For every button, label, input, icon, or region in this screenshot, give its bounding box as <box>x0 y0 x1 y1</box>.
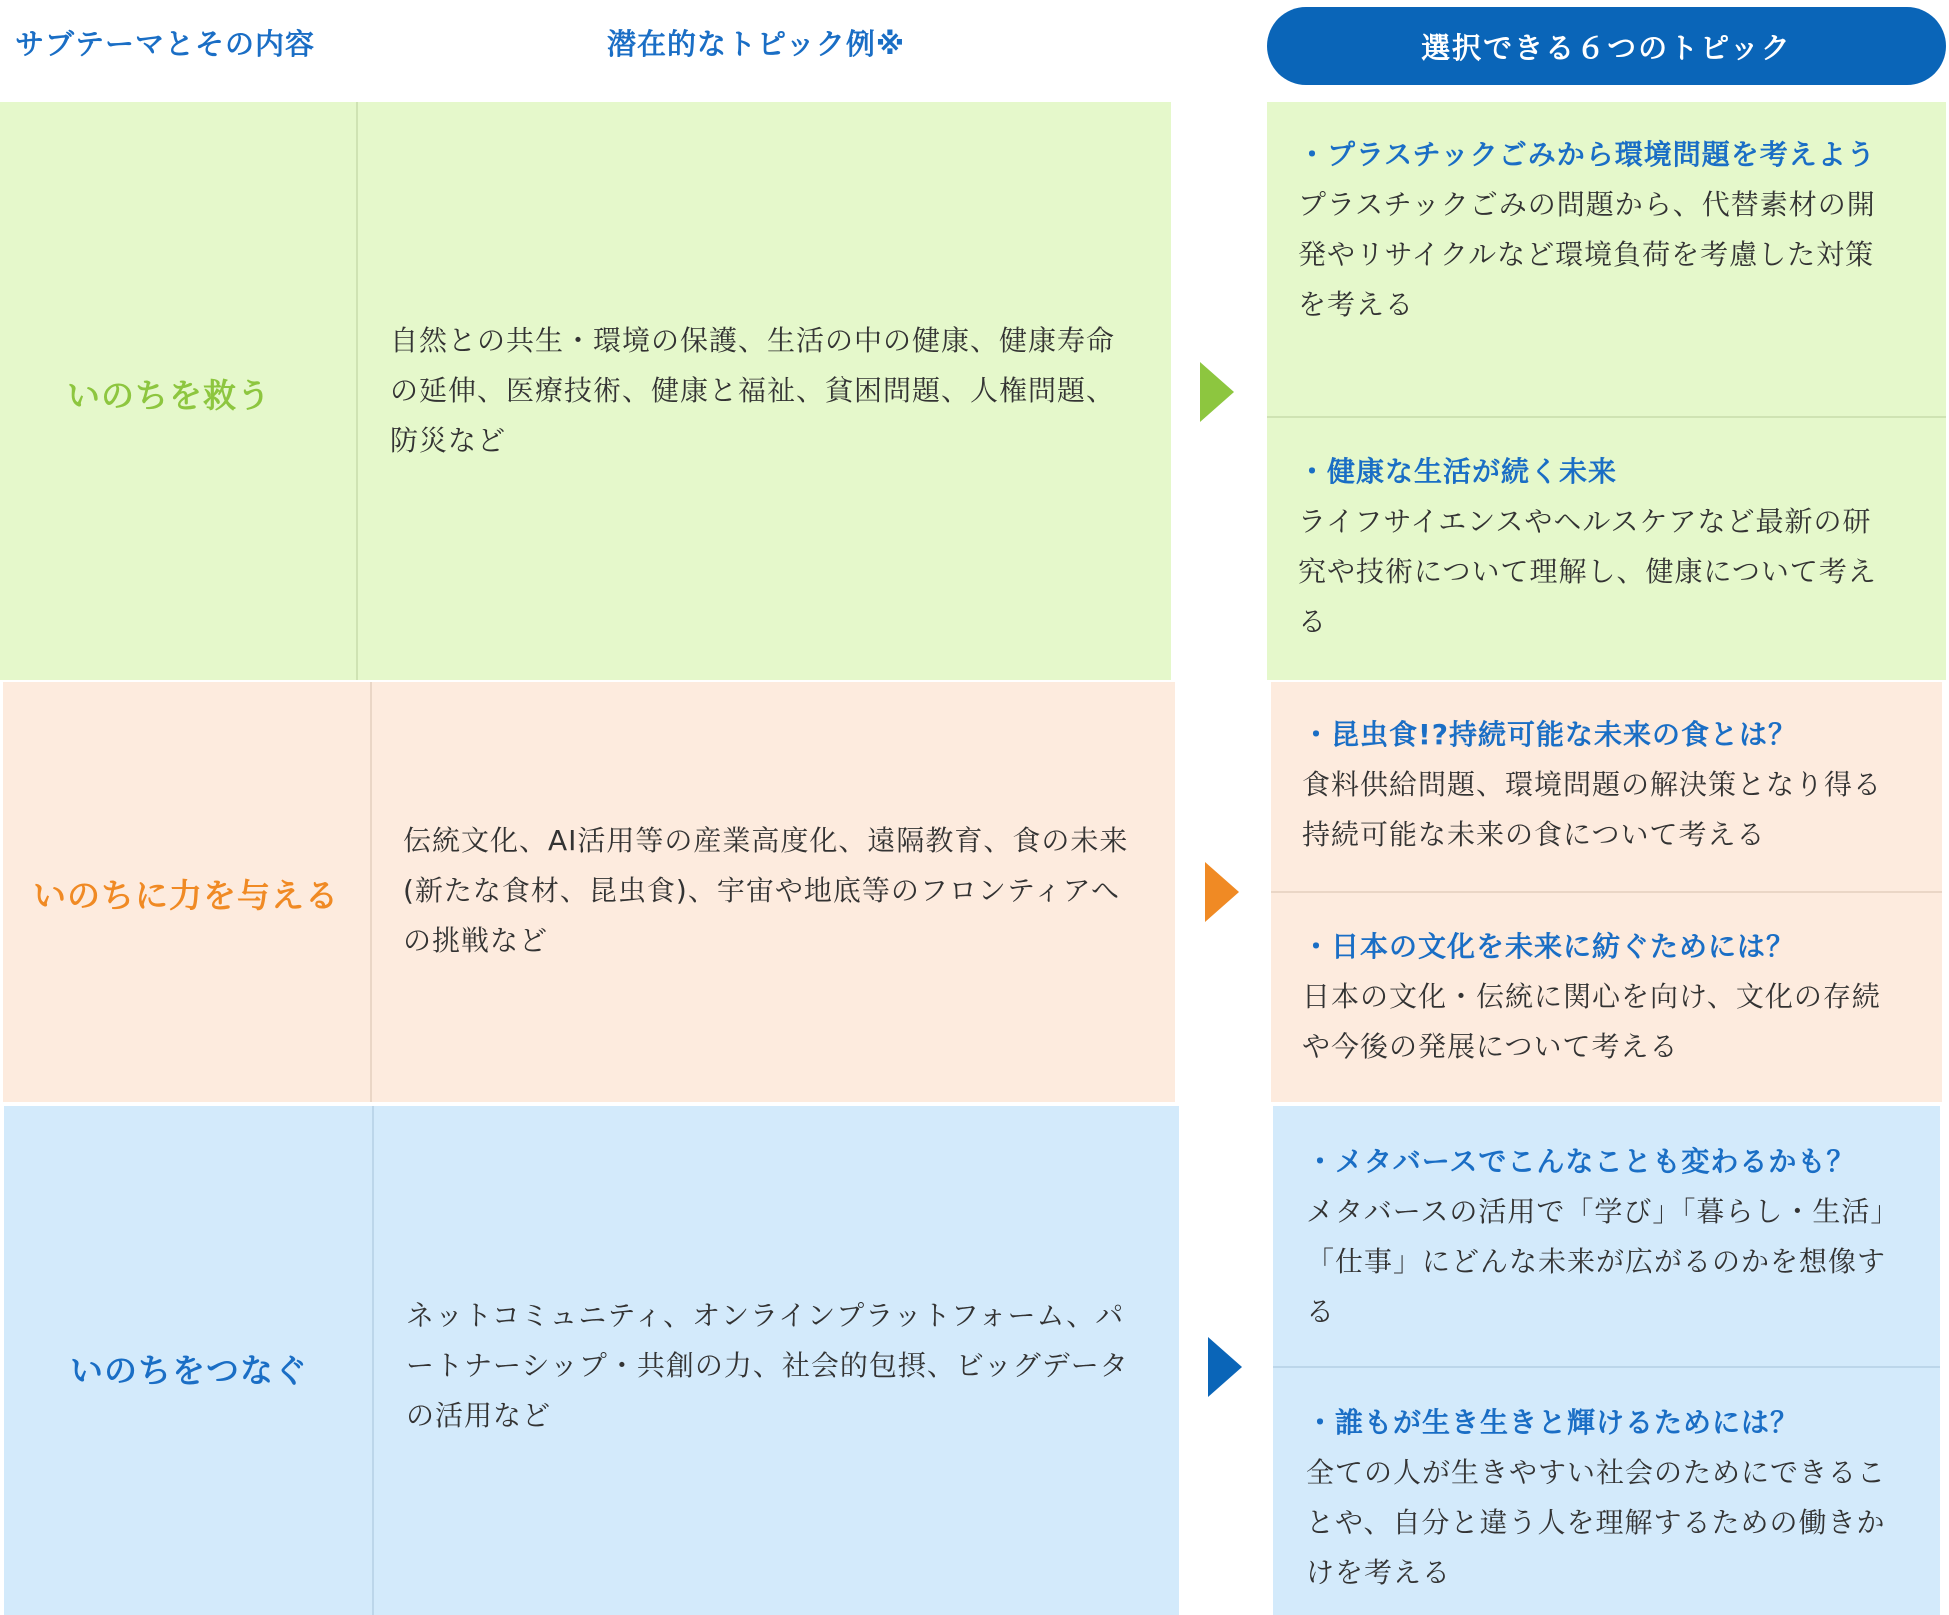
row-2-divider <box>370 682 372 1102</box>
row-1-topic-2-title: ・健康な生活が続く未来 <box>1298 455 1618 488</box>
row-1-topic-2-desc: ライフサイエンスやヘルスケアなど最新の研究や技術について理解し、健康について考える <box>1298 505 1877 638</box>
header-subtheme: サブテーマとその内容 <box>15 27 316 61</box>
row-2-subtheme: いのちに力を与える <box>33 876 339 915</box>
row-2-arrow-icon <box>1205 862 1239 922</box>
row-3-topic-1-title: ・メタバースでこんなことも変わるかも？ <box>1306 1145 1856 1178</box>
row-3-divider <box>372 1106 374 1615</box>
row-1-topic-1 <box>1298 130 1898 330</box>
row-3-topic-2-title: ・誰もが生き生きと輝けるためには？ <box>1306 1406 1800 1439</box>
row-2-topic-2 <box>1302 922 1902 1072</box>
row-1-divider <box>356 102 358 680</box>
row-2-topic-1-title: ・昆虫食!?持続可能な未来の食とは？ <box>1302 718 1798 751</box>
row-1-topic-1-desc: プラスチックごみの問題から、代替素材の開発やリサイクルなど環境負荷を考慮した対策を考える <box>1298 188 1876 321</box>
row-1-subtheme: いのちを救う <box>67 376 271 415</box>
header-topics-pill <box>1267 7 1946 85</box>
row-3-topic-1-desc: メタバースの活用で「学び」「暮らし・生活」「仕事」にどんな未来が広がるのかを想像する <box>1306 1195 1900 1328</box>
row-3-examples: ネットコミュニティ、オンラインプラットフォーム、パートナーシップ・共創の力、社会的包摂、ビッグデータの活用など <box>406 1299 1129 1432</box>
row-2-topic-2-title: ・日本の文化を未来に紡ぐためには？ <box>1302 930 1796 963</box>
row-2-topic-1-desc: 食料供給問題、環境問題の解決策となり得る持続可能な未来の食について考える <box>1302 768 1883 851</box>
row-1-topic-1-title: ・プラスチックごみから環境問題を考えよう <box>1298 138 1876 171</box>
header-examples: 潜在的なトピック例※ <box>607 27 906 61</box>
row-3-arrow-icon <box>1208 1337 1242 1397</box>
row-3-topic-2-desc: 全ての人が生きやすい社会のためにできることや、自分と違う人を理解するための働きかけを考える <box>1306 1456 1887 1589</box>
row-1-topic-2 <box>1298 447 1898 647</box>
row-1-arrow-icon <box>1200 362 1234 422</box>
row-3-topic-2 <box>1306 1398 1914 1598</box>
row-1-examples: 自然との共生・環境の保護、生活の中の健康、健康寿命の延伸、医療技術、健康と福祉、貧困問題、人権問題、防災など <box>390 324 1116 457</box>
row-3-topic-1 <box>1306 1137 1914 1337</box>
row-3-subtheme: いのちをつなぐ <box>70 1351 308 1390</box>
row-2-topic-2-desc: 日本の文化・伝統に関心を向け、文化の存続や今後の発展について考える <box>1302 980 1881 1063</box>
header-topics-label: 選択できる６つのトピック <box>1421 30 1792 65</box>
row-2-examples: 伝統文化、AI活用等の産業高度化、遠隔教育、食の未来(新たな食材、昆虫食)、宇宙や地底等のフロンティアへの挑戦など <box>403 824 1129 957</box>
row-2-topic-1 <box>1302 710 1902 860</box>
